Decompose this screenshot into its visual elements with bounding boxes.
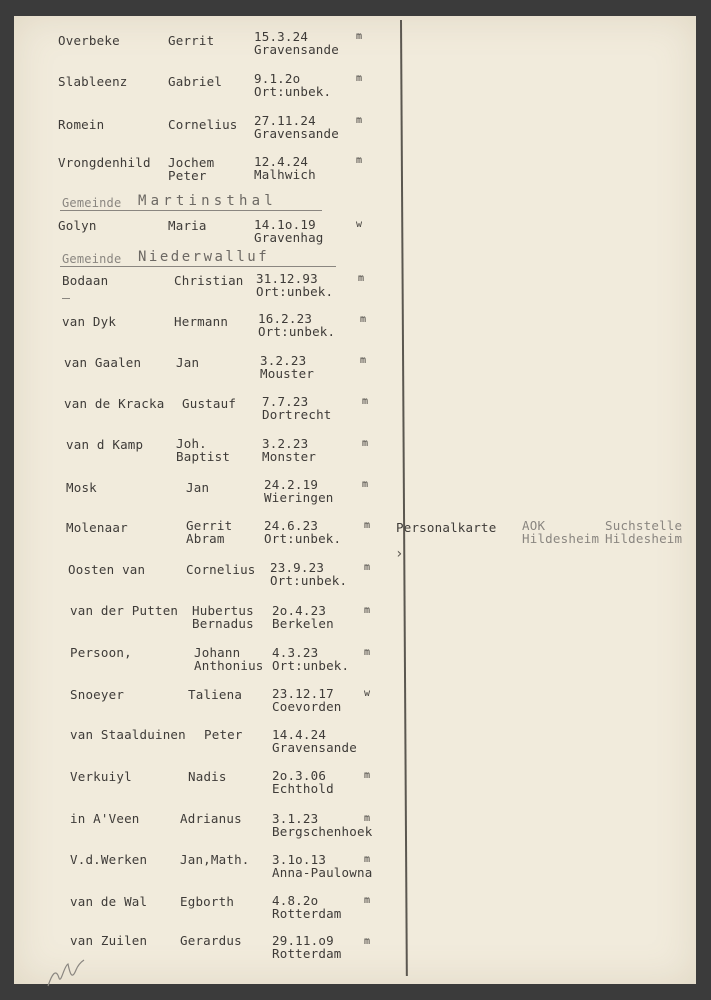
surname: van Gaalen (64, 355, 142, 370)
birth-date: 23.12.17 (272, 686, 334, 701)
bracket-mark: › (395, 546, 404, 562)
firstname: Christian (174, 273, 244, 288)
sex: m (364, 854, 371, 865)
surname: V.d.Werken (70, 852, 148, 867)
firstname: Gustauf (182, 396, 237, 411)
birth-place: Dortrecht (262, 407, 332, 422)
sex: m (362, 479, 369, 490)
sex: m (362, 438, 369, 449)
birth-date: 15.3.24 (254, 29, 309, 44)
sex: m (364, 813, 371, 824)
birth-date: 4.8.2o (272, 893, 319, 908)
birth-date: 3.2.23 (260, 353, 307, 368)
birth-place: Ort:unbek. (270, 573, 348, 588)
birth-date: 29.11.o9 (272, 933, 334, 948)
birth-place: Ort:unbek. (258, 324, 336, 339)
birth-place: Coevorden (272, 699, 342, 714)
birth-date: 2o.4.23 (272, 603, 327, 618)
surname: van d Kamp (66, 437, 144, 452)
surname: van de Wal (70, 894, 148, 909)
surname: Slableenz (58, 74, 128, 89)
birth-place: Gravenhag (254, 230, 324, 245)
birth-place: Anna-Paulowna (272, 865, 373, 880)
sex: m (360, 314, 367, 325)
annotation-personalkarte: Personalkarte (396, 520, 497, 535)
birth-place: Monster (262, 449, 317, 464)
birth-date: 27.11.24 (254, 113, 316, 128)
sex: m (364, 936, 371, 947)
sex: m (356, 73, 363, 84)
surname: van Staalduinen (70, 727, 186, 742)
surname: Mosk (66, 480, 97, 495)
heading-label: Gemeinde (62, 252, 122, 266)
birth-date: 9.1.2o (254, 71, 301, 86)
birth-date: 31.12.93 (256, 271, 318, 286)
birth-date: 4.3.23 (272, 645, 319, 660)
annotation-suchstelle: Suchstelle Hildesheim (605, 518, 683, 546)
margin-mark (62, 298, 70, 299)
sex: m (364, 770, 371, 781)
firstname: Gerrit (168, 33, 215, 48)
birth-place: Mouster (260, 366, 315, 381)
sex: m (360, 355, 367, 366)
surname: Overbeke (58, 33, 120, 48)
firstname: Jan (176, 355, 200, 370)
birth-place: Ort:unbek. (264, 531, 342, 546)
surname: Molenaar (66, 520, 128, 535)
vertical-rule (400, 20, 407, 976)
firstname: Cornelius (186, 562, 256, 577)
sex: m (362, 396, 369, 407)
firstname: Jochem Peter (168, 155, 215, 183)
birth-place: Echthold (272, 781, 334, 796)
birth-date: 16.2.23 (258, 311, 313, 326)
birth-date: 14.4.24 (272, 727, 327, 742)
birth-place: Rotterdam (272, 946, 342, 961)
surname: Verkuiyl (70, 769, 132, 784)
birth-date: 3.2.23 (262, 436, 309, 451)
birth-date: 24.6.23 (264, 518, 319, 533)
surname: van Zuilen (70, 933, 148, 948)
heading-underline (60, 210, 322, 211)
birth-place: Wieringen (264, 490, 334, 505)
birth-date: 12.4.24 (254, 154, 309, 169)
surname: Snoeyer (70, 687, 125, 702)
firstname: Egborth (180, 894, 235, 909)
pencil-scribble-icon (46, 956, 88, 990)
sex: w (356, 219, 363, 230)
surname: Vrongdenhild (58, 155, 151, 170)
document-sheet (14, 16, 696, 984)
birth-date: 24.2.19 (264, 477, 319, 492)
heading-underline (60, 266, 336, 267)
firstname: Hubertus Bernadus (192, 603, 254, 631)
sex: m (364, 647, 371, 658)
firstname: Taliena (188, 687, 243, 702)
firstname: Cornelius (168, 117, 238, 132)
birth-place: Bergschenhoek (272, 824, 373, 839)
heading-name: Martinsthal (138, 193, 277, 209)
sex: m (364, 520, 371, 531)
firstname: Gerrit Abram (186, 518, 233, 546)
surname: van der Putten (70, 603, 179, 618)
sex: m (364, 562, 371, 573)
sex: m (356, 115, 363, 126)
sex: m (356, 155, 363, 166)
birth-place: Gravensande (254, 42, 339, 57)
birth-date: 3.1o.13 (272, 852, 327, 867)
firstname: Gabriel (168, 74, 223, 89)
birth-date: 14.1o.19 (254, 217, 316, 232)
heading-label: Gemeinde (62, 196, 122, 210)
firstname: Joh. Baptist (176, 436, 231, 464)
birth-date: 3.1.23 (272, 811, 319, 826)
birth-place: Gravensande (272, 740, 357, 755)
surname: in A'Veen (70, 811, 140, 826)
annotation-aok: AOK Hildesheim (522, 518, 600, 546)
heading-name: Niederwalluf (138, 249, 270, 265)
surname: Bodaan (62, 273, 109, 288)
sex: m (358, 273, 365, 284)
birth-place: Ort:unbek. (256, 284, 334, 299)
firstname: Maria (168, 218, 207, 233)
birth-date: 2o.3.06 (272, 768, 327, 783)
birth-date: 23.9.23 (270, 560, 325, 575)
surname: Oosten van (68, 562, 146, 577)
birth-place: Ort:unbek. (254, 84, 332, 99)
birth-place: Berkelen (272, 616, 334, 631)
sex: w (364, 688, 371, 699)
sex: m (356, 31, 363, 42)
sex: m (364, 895, 371, 906)
birth-place: Malhwich (254, 167, 316, 182)
birth-place: Rotterdam (272, 906, 342, 921)
surname: Persoon, (70, 645, 132, 660)
firstname: Jan,Math. (180, 852, 250, 867)
firstname: Jan (186, 480, 210, 495)
surname: van Dyk (62, 314, 117, 329)
sex: m (364, 605, 371, 616)
birth-date: 7.7.23 (262, 394, 309, 409)
firstname: Nadis (188, 769, 227, 784)
firstname: Johann Anthonius (194, 645, 264, 673)
birth-place: Ort:unbek. (272, 658, 350, 673)
surname: van de Kracka (64, 396, 165, 411)
firstname: Hermann (174, 314, 229, 329)
firstname: Gerardus (180, 933, 242, 948)
firstname: Peter (204, 727, 243, 742)
surname: Romein (58, 117, 105, 132)
firstname: Adrianus (180, 811, 242, 826)
birth-place: Gravensande (254, 126, 339, 141)
surname: Golyn (58, 218, 97, 233)
